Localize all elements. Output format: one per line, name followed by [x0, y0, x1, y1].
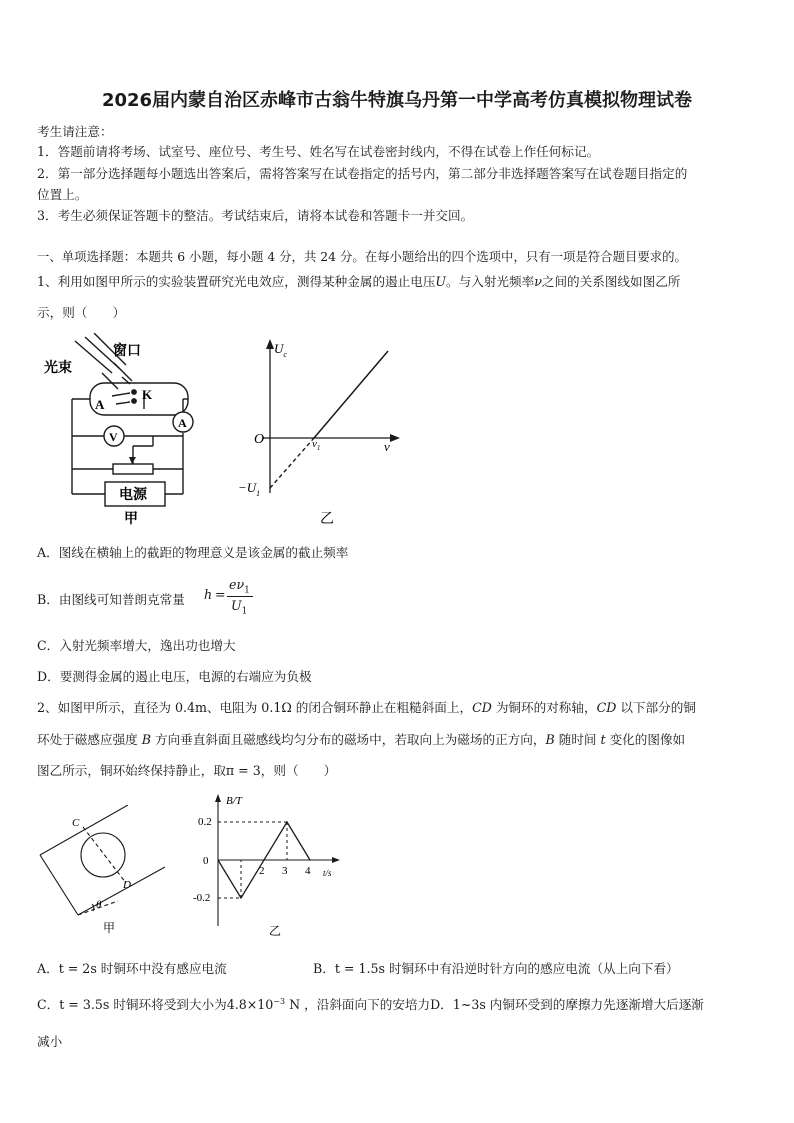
q1-apparatus-figure — [40, 333, 200, 528]
notice-item-2-cont: 位置上。 — [37, 187, 88, 202]
cd-axis — [83, 827, 126, 883]
q2-xtick-2: 2 — [259, 865, 265, 877]
q2-bt-graph-figure — [190, 788, 350, 938]
q1-option-b-numerator: $e\nu_1$ — [229, 577, 250, 596]
power-label: 电源 — [119, 488, 147, 503]
q1-stem-line2: 示，则（ ） — [37, 305, 126, 320]
q1-option-a: A．图线在横轴上的截距的物理意义是该金属的截止频率 — [37, 545, 349, 560]
q1-stem-u: U — [435, 274, 447, 289]
q1-option-b-h: h — [204, 587, 213, 602]
notice-item-3: 3．考生必须保证答题卡的整洁。考试结束后，请将本试卷和答题卡一并交回。 — [37, 208, 474, 223]
origin-label: O — [254, 432, 265, 447]
q2-option-d: D．1~3s 内铜环受到的摩擦力先逐渐增大后逐渐 — [430, 997, 704, 1012]
graph-solid-line — [314, 351, 388, 438]
rheostat — [113, 464, 153, 474]
voltmeter-label: V — [109, 430, 118, 444]
q2-option-d-cont: 减小 — [37, 1034, 63, 1049]
x-axis-label: ν — [384, 439, 390, 454]
q2-option-c: C．t = 3.5s 时铜环将受到大小为$4.8\times 10^{-3}$ N ，沿斜面向下的安培力D．1~3s 内铜环受到的摩擦力先逐渐增大后逐渐 — [37, 996, 704, 1012]
graph-dashed-extension — [270, 438, 314, 488]
notice-item-2: 2．第一部分选择题每小题选出答案后，需将答案写在试卷指定的括号内，第二部分非选择题答案写在试卷题目指定的 — [37, 166, 688, 181]
q2-x-axis-label: t/s — [323, 868, 332, 878]
q2-ytick-0.2: 0.2 — [198, 816, 212, 828]
q1-option-d: D．要测得金属的遏止电压，电源的右端应为负极 — [37, 669, 312, 684]
q1-option-b-eq: = — [215, 587, 226, 602]
copper-ring — [81, 833, 125, 877]
q2-xtick-3: 3 — [282, 865, 288, 877]
q1-option-b-denominator: $U_1$ — [231, 598, 248, 617]
incline-left-edge — [40, 855, 78, 915]
cathode-label: K — [142, 387, 153, 402]
section-heading: 一、单项选择题：本题共 6 小题，每小题 4 分，共 24 分。在每小题给出的四个选项中，只有一项是符合题目要求的。 — [37, 249, 687, 264]
nu1-label: $\nu_1$ — [312, 438, 321, 452]
q1-stem-a: 1、利用如图甲所示的实验装置研究光电效应，测得某种金属的遏止电压 — [37, 274, 436, 289]
light-label: 光束 — [44, 361, 72, 376]
q2-option-b: B．t = 1.5s 时铜环中有沿逆时针方向的感应电流（从上向下看） — [313, 961, 679, 976]
window-edge — [102, 373, 118, 389]
q2-option-a: A．t = 2s 时铜环中没有感应电流 — [37, 961, 227, 976]
fig-yi-caption: 乙 — [320, 512, 334, 527]
page-title: 2026届内蒙自治区赤峰市古翁牛特旗乌丹第一中学高考仿真模拟物理试卷 — [101, 90, 693, 111]
q1-stem-b: 。与入射光频率 — [446, 274, 535, 289]
notice-item-1: 1．答题前请将考场、试室号、座位号、考生号、姓名写在试卷密封线内，不得在试卷上作任何标记。 — [37, 144, 600, 159]
q1-option-b-fraction-bar — [227, 596, 253, 597]
q1-option-c: C．入射光频率增大，逸出功也增大 — [37, 638, 236, 653]
q2-stem-line1: 2、如图甲所示，直径为 0.4m、电阻为 0.1Ω 的闭合铜环静止在粗糙斜面上，CD 为铜环的对称轴，CD 以下部分的铜 — [37, 700, 696, 715]
theta-label: θ — [96, 899, 102, 911]
y-axis-label: $U_c$ — [274, 341, 287, 359]
q1-graph-figure — [234, 333, 404, 528]
ammeter-label: A — [178, 416, 187, 430]
q2-y-axis-label: B/T — [226, 795, 242, 807]
q2-fig-jia-caption: 甲 — [103, 921, 116, 935]
neg-u1-label: $-U_1$ — [238, 480, 261, 498]
q1-option-b-prefix: B．由图线可知普朗克常量 — [37, 592, 185, 607]
anode-label: A — [95, 397, 105, 412]
phototube — [90, 383, 188, 415]
notice-heading: 考生请注意： — [37, 124, 113, 139]
d-label: D — [123, 879, 131, 891]
c-label: C — [72, 817, 80, 829]
q1-stem — [37, 271, 680, 290]
q2-ytick-neg0.2: -0.2 — [193, 892, 211, 904]
q1-stem-nu: ν — [534, 274, 542, 289]
q2-fig-yi-caption: 乙 — [269, 924, 282, 938]
q2-stem-line2: 环处于磁感应强度 B 方向垂直斜面且磁感线均匀分布的磁场中，若取向上为磁场的正方向，B 随时间 t 变化的图像如 — [37, 732, 686, 747]
fig-jia-caption: 甲 — [124, 512, 138, 527]
q2-xtick-4: 4 — [305, 865, 311, 877]
q2-stem-line3: 图乙所示，铜环始终保持静止，取π = 3，则（ ） — [37, 763, 337, 778]
q1-stem-c: 之间的关系图线如图乙所 — [541, 274, 681, 289]
q2-ytick-0: 0 — [203, 855, 209, 867]
window-label: 窗口 — [113, 344, 141, 359]
q2-incline-figure — [38, 805, 173, 935]
